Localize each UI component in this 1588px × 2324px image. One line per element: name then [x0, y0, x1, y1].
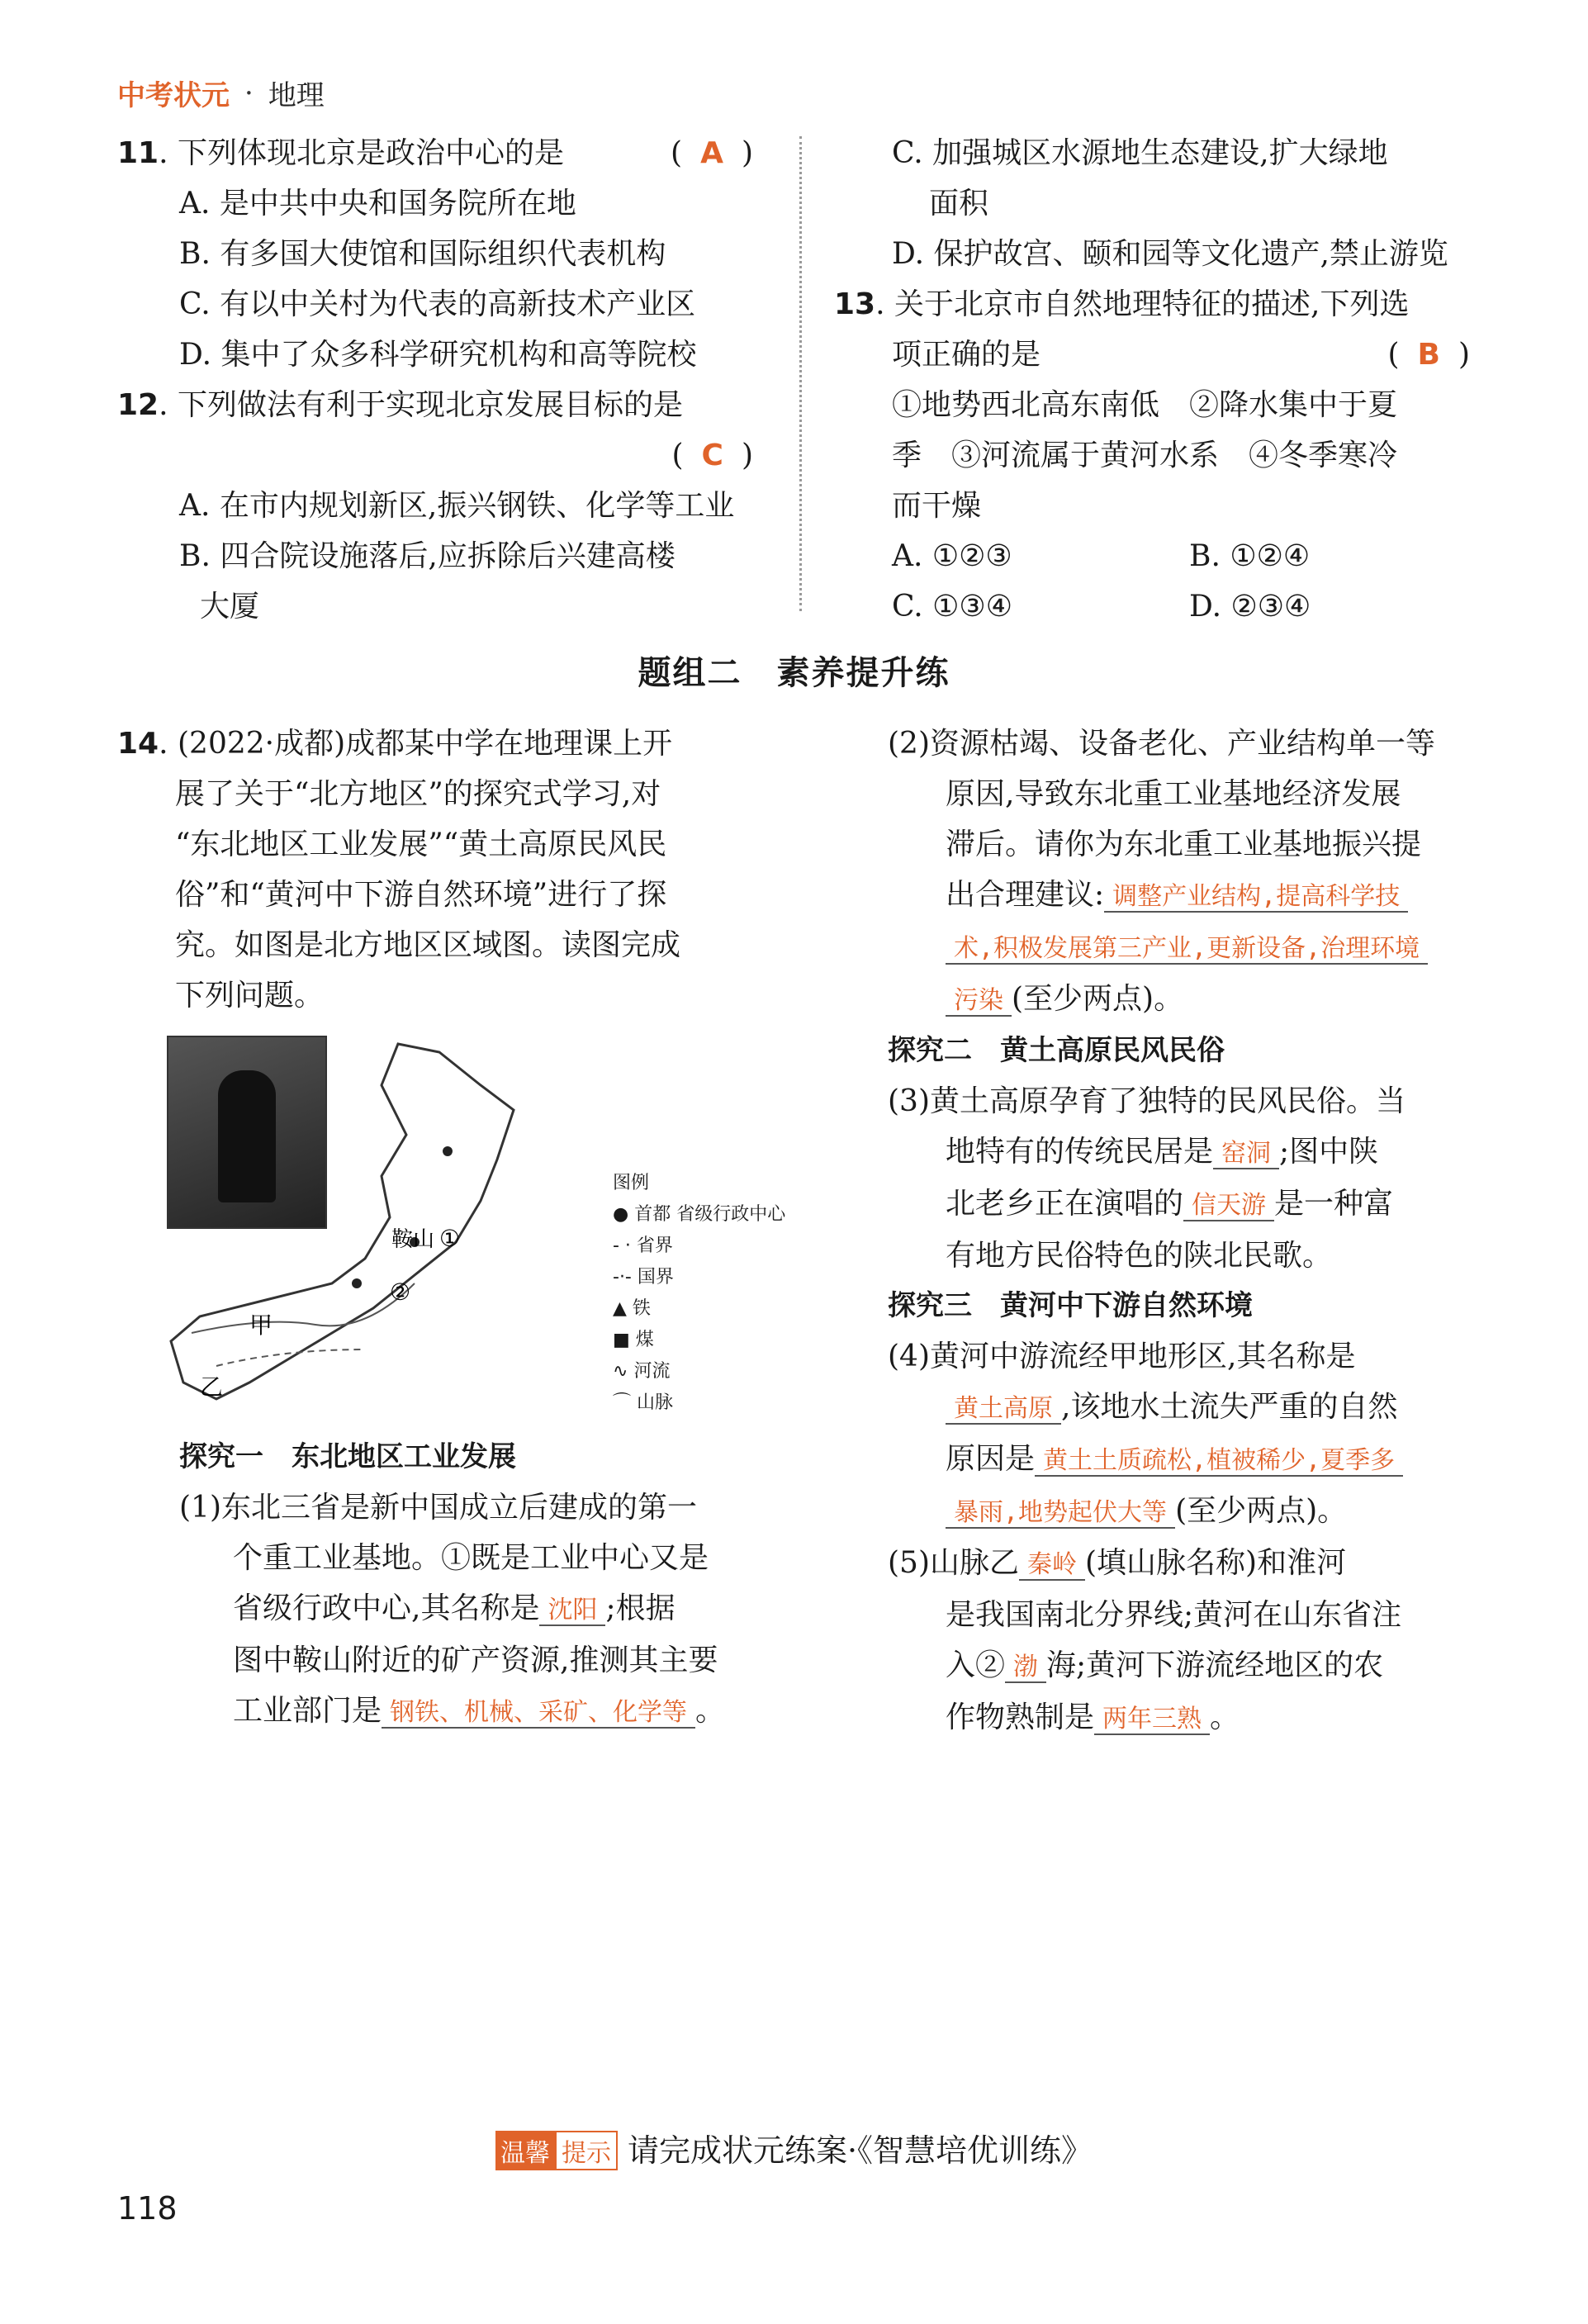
section-title: 题组二 素养提升练 [638, 654, 950, 692]
question-stem-continued: 项正确的是 [892, 338, 1041, 372]
region-map-figure [167, 1036, 811, 1424]
p5-line-2: 是我国南北分界线;黄河在山东省注 [946, 1598, 1402, 1632]
page-number: 118 [117, 2190, 178, 2227]
bottom-left-column [117, 719, 786, 1738]
option-b-continued: 大厦 [200, 590, 260, 624]
p4-line-4: (至少两点)。 [1175, 1494, 1348, 1528]
option-c-continued: 面积 [929, 187, 989, 221]
question-13 [834, 279, 1486, 632]
question-14-line-2: 展了关于“北方地区”的探究式学习,对 [175, 777, 661, 811]
legend-mountain: ⌒ 山脉 [613, 1392, 674, 1413]
page-header [117, 73, 325, 113]
answer-bracket: ( B ) [1387, 338, 1470, 372]
option-b: B. ①②④ [1189, 539, 1311, 573]
question-14-line-3: “东北地区工业发展”“黄土高原民风民 [175, 828, 667, 861]
question-stem: . 下列做法有利于实现北京发展目标的是 [159, 388, 683, 422]
map-label-one: ① [439, 1225, 461, 1252]
option-d: D. 保护故宫、颐和园等文化遗产,禁止游览 [892, 237, 1448, 271]
answer-blank-sea: 渤 [1005, 1653, 1046, 1683]
p3-line-4: 有地方民俗特色的陕北民歌。 [946, 1239, 1333, 1273]
statement-line-1: ①地势西北高东南低 ②降水集中于夏 [892, 388, 1398, 422]
legend-title: 图例 [613, 1173, 650, 1193]
subject-label: 地理 [268, 79, 325, 112]
brand-logo: 中考状元 [117, 79, 230, 112]
option-a: A. 在市内规划新区,振兴钢铁、化学等工业 [179, 489, 735, 523]
top-left-column [117, 128, 770, 632]
legend-coal: ■ 煤 [613, 1330, 654, 1350]
map-label-yi: 乙 [200, 1373, 224, 1401]
p4-line-2: ,该地水土流失严重的自然 [1061, 1390, 1398, 1424]
p2-line-2: 原因,导致东北重工业基地经济发展 [946, 777, 1401, 811]
option-c: C. 加强城区水源地生态建设,扩大绿地 [892, 136, 1388, 170]
bottom-right-column [888, 719, 1482, 1744]
p2-line-5: (至少两点)。 [1012, 982, 1184, 1016]
answer-blank-industry: 钢铁、机械、采矿、化学等 [382, 1698, 695, 1729]
p5-line-4-tail: 。 [1210, 1700, 1240, 1734]
p2-line-3: 滞后。请你为东北重工业基地振兴提 [946, 828, 1422, 861]
option-a: A. ①②③ [892, 539, 1012, 573]
option-c: C. ①③④ [892, 590, 1012, 624]
city-dot [352, 1278, 362, 1288]
explore-1-title: 探究一 东北地区工业发展 [179, 1440, 516, 1473]
p5-line-1: (5)山脉乙 [888, 1546, 1019, 1580]
p3-line-3-tail: 是一种富 [1274, 1187, 1394, 1221]
question-number: 13 [834, 287, 876, 321]
question-number: 11 [117, 136, 159, 170]
p2-line-1: (2)资源枯竭、设备老化、产业结构单一等 [888, 727, 1435, 761]
footer-tip [0, 2125, 1588, 2170]
question-stem: . 关于北京市自然地理特征的描述,下列选 [875, 287, 1410, 321]
answer-blank-mountain: 秦岭 [1019, 1550, 1085, 1581]
p4-line-1: (4)黄河中游流经甲地形区,其名称是 [888, 1340, 1356, 1373]
map-label-jia: 甲 [249, 1311, 273, 1339]
answer-blank-cause-1: 黄土土质疏松,植被稀少,夏季多 [1035, 1446, 1403, 1477]
map-label-anshan: 鞍山 [391, 1227, 435, 1252]
p5-line-4: 作物熟制是 [946, 1700, 1095, 1734]
answer-bracket: ( A ) [671, 136, 753, 170]
map-label-two: ② [390, 1278, 411, 1306]
legend-capital-label: 首都 省级行政中心 [634, 1204, 786, 1225]
tip-tag-2: 提示 [555, 2131, 618, 2170]
question-stem: . 下列体现北京是政治中心的是 [159, 136, 564, 170]
answer-blank-suggestion-1: 调整产业结构,提高科学技 [1104, 882, 1408, 913]
answer-bracket: ( C ) [671, 439, 753, 472]
question-number: 14 [117, 727, 159, 761]
answer-blank-song: 信天游 [1183, 1191, 1274, 1221]
option-d: D. 集中了众多科学研究机构和高等院校 [179, 338, 697, 372]
p1-line-5-tail: 。 [695, 1694, 726, 1728]
p5-line-3: 入② [946, 1648, 1006, 1682]
question-11 [117, 128, 770, 380]
option-d: D. ②③④ [1189, 590, 1311, 624]
p3-line-1: (3)黄土高原孕育了独特的民风民俗。当 [888, 1084, 1405, 1118]
question-12 [117, 380, 770, 632]
p3-line-3: 北老乡正在演唱的 [946, 1187, 1184, 1221]
legend-province-border-label: 省界 [636, 1236, 673, 1256]
legend-national-border-label: 国界 [637, 1267, 674, 1288]
legend-iron: ▲ 铁 [613, 1298, 651, 1319]
p4-line-3: 原因是 [946, 1442, 1036, 1476]
city-dot [443, 1146, 453, 1156]
p3-line-2-tail: ;图中陕 [1279, 1135, 1379, 1169]
p2-line-4: 出合理建议: [946, 878, 1105, 912]
header-separator: · [244, 76, 254, 110]
p1-line-3: 省级行政中心,其名称是 [233, 1591, 540, 1625]
answer-choice: A [700, 136, 723, 170]
legend-national-border: -·- 国界 [613, 1267, 674, 1288]
legend-iron-label: 铁 [632, 1298, 651, 1319]
map-legend [613, 1168, 785, 1419]
tip-tag-1: 温馨 [495, 2131, 555, 2170]
explore-3-title: 探究三 黄河中下游自然环境 [888, 1289, 1253, 1322]
p5-line-1-tail: (填山脉名称)和淮河 [1085, 1546, 1347, 1580]
legend-river: ∿ 河流 [613, 1361, 671, 1382]
explore-2-title: 探究二 黄土高原民风民俗 [888, 1034, 1225, 1067]
p1-line-1: (1)东北三省是新中国成立后建成的第一 [179, 1491, 697, 1525]
p1-line-3-tail: ;根据 [605, 1591, 675, 1625]
legend-province-border: - · 省界 [613, 1236, 673, 1256]
legend-capital: ● 首都 省级行政中心 [613, 1204, 786, 1225]
p1-line-4: 图中鞍山附近的矿产资源,推测其主要 [233, 1643, 718, 1677]
question-14-line-4: 俗”和“黄河中下游自然环境”进行了探 [175, 878, 667, 912]
answer-blank-cropping: 两年三熟 [1094, 1705, 1210, 1735]
answer-blank-suggestion-2: 术,积极发展第三产业,更新设备,治理环境 [946, 934, 1428, 965]
column-divider [799, 136, 802, 611]
p1-line-2: 个重工业基地。①既是工业中心又是 [233, 1541, 709, 1575]
question-14-line-6: 下列问题。 [175, 979, 325, 1013]
p1-line-5: 工业部门是 [233, 1694, 382, 1728]
footer-text: 请完成状元练案·《智慧培优训练》 [627, 2132, 1093, 2169]
legend-coal-label: 煤 [635, 1330, 654, 1350]
question-14-line-1: . (2022·成都)成都某中学在地理课上开 [159, 727, 673, 761]
region-outline [171, 1044, 514, 1399]
answer-choice: C [701, 439, 723, 472]
legend-mountain-label: 山脉 [637, 1392, 674, 1413]
option-b: B. 四合院设施落后,应拆除后兴建高楼 [179, 539, 675, 573]
statement-line-2: 季 ③河流属于黄河水系 ④冬季寒冷 [892, 439, 1398, 472]
answer-blank-city: 沈阳 [539, 1596, 605, 1626]
answer-choice: B [1417, 338, 1440, 372]
answer-blank-dwelling: 窑洞 [1213, 1139, 1279, 1169]
statement-line-3: 而干燥 [892, 489, 982, 523]
question-14-line-5: 究。如图是北方地区区域图。读图完成 [175, 928, 681, 962]
legend-river-label: 河流 [633, 1361, 671, 1382]
option-b: B. 有多国大使馆和国际组织代表机构 [179, 237, 666, 271]
option-a: A. 是中共中央和国务院所在地 [179, 187, 576, 221]
option-c: C. 有以中关村为代表的高新技术产业区 [179, 287, 696, 321]
question-number: 12 [117, 388, 159, 422]
p3-line-2: 地特有的传统民居是 [946, 1135, 1214, 1169]
answer-blank-cause-2: 暴雨,地势起伏大等 [946, 1498, 1175, 1529]
answer-blank-landform: 黄土高原 [946, 1394, 1061, 1425]
answer-blank-suggestion-3: 污染 [946, 986, 1012, 1017]
top-right-column [834, 128, 1486, 632]
p5-line-3-tail: 海;黄河下游流经地区的农 [1046, 1648, 1384, 1682]
